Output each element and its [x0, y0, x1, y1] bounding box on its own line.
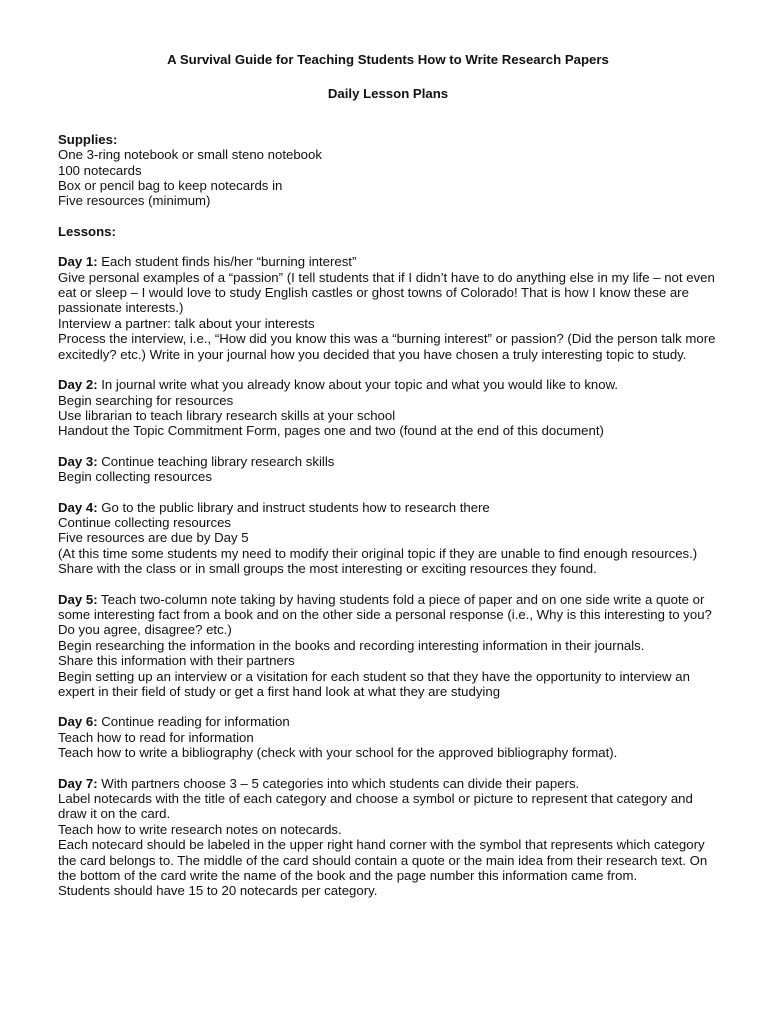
day-5-intro-text: Teach two-column note taking by having students fold a piece of paper and on one side write a quote or some interesting fact from a book and on the other side a personal response (i.e., Why is this interesting to you? Do you agree, disagree? etc.): [58, 591, 712, 638]
day-1-intro-text: Each student finds his/her “burning interest”: [97, 254, 357, 270]
supply-item: One 3-ring notebook or small steno notebook: [58, 147, 322, 163]
supplies-section: [58, 132, 718, 209]
day-7-line: Label notecards with the title of each category and choose a symbol or picture to represent that category and draw it on the card.: [58, 791, 693, 822]
day-5-line: Begin setting up an interview or a visitation for each student so that they have the opportunity to interview an expert in their field of study or get a first hand look at what they are studying: [58, 668, 690, 699]
day-2-line: Begin searching for resources: [58, 392, 234, 408]
day-3-label: Day 3:: [58, 453, 98, 469]
day-4-line: Five resources are due by Day 5: [58, 530, 249, 546]
day-2-label: Day 2:: [58, 377, 98, 393]
supply-item: Five resources (minimum): [58, 193, 211, 209]
supply-item: Box or pencil bag to keep notecards in: [58, 178, 283, 194]
day-2-line: Handout the Topic Commitment Form, pages one and two (found at the end of this document): [58, 423, 604, 439]
day-5-label: Day 5:: [58, 591, 98, 607]
day-7-line: Students should have 15 to 20 notecards per category.: [58, 883, 378, 899]
day-6-intro-text: Continue reading for information: [97, 714, 290, 730]
day-1-line: Interview a partner: talk about your interests: [58, 315, 315, 331]
day-5-line: Begin researching the information in the books and recording interesting information in their journals.: [58, 637, 645, 653]
supply-item: 100 notecards: [58, 162, 142, 178]
day-7-label: Day 7:: [58, 775, 98, 791]
day-2-line: Use librarian to teach library research skills at your school: [58, 407, 396, 423]
day-1-block: [58, 254, 718, 362]
day-5-line: Share this information with their partners: [58, 653, 295, 669]
day-1-line: Give personal examples of a “passion” (I tell students that if I didn’t have to do anything else in my life – not even eat or sleep – I would love to study English castles or ghost towns of Colorado! That is how I know these are passionate interests.): [58, 269, 715, 316]
day-5-block: [58, 592, 718, 700]
document-page: [58, 52, 718, 899]
lessons-heading: Lessons:: [58, 223, 116, 239]
day-1-intro: [58, 254, 718, 269]
day-4-line: (At this time some students my need to modify their original topic if they are unable to find enough resources.): [58, 545, 698, 561]
day-7-intro-text: With partners choose 3 – 5 categories into which students can divide their papers.: [97, 775, 580, 791]
day-4-intro-text: Go to the public library and instruct students how to research there: [97, 499, 490, 515]
document-subtitle: Daily Lesson Plans: [327, 86, 449, 102]
lessons-section: [58, 224, 718, 899]
day-3-line: Begin collecting resources: [58, 469, 212, 485]
supplies-heading: Supplies:: [58, 131, 118, 147]
day-5-intro: [58, 592, 718, 638]
day-4-line: Share with the class or in small groups the most interesting or exciting resources they found.: [58, 561, 597, 577]
day-4-line: Continue collecting resources: [58, 514, 231, 530]
day-1-line: Process the interview, i.e., “How did you know this was a “burning interest” or passion? (Did the person talk more excitedly? etc.) Write in your journal how you decided that you have chosen a truly interesting topic to study.: [58, 331, 716, 362]
day-7-block: [58, 776, 718, 899]
day-4-intro: [58, 500, 718, 515]
day-3-intro-text: Continue teaching library research skills: [97, 453, 335, 469]
day-7-line: Teach how to write research notes on notecards.: [58, 821, 342, 837]
day-6-line: Teach how to read for information: [58, 729, 254, 745]
day-1-label: Day 1:: [58, 254, 98, 270]
day-6-line: Teach how to write a bibliography (check with your school for the approved bibliography format).: [58, 745, 618, 761]
day-2-intro: [58, 377, 718, 392]
day-3-block: [58, 454, 718, 485]
day-6-label: Day 6:: [58, 714, 98, 730]
day-4-label: Day 4:: [58, 499, 98, 515]
day-7-intro: [58, 776, 718, 791]
document-title: A Survival Guide for Teaching Students How to Write Research Papers: [167, 52, 609, 67]
day-7-line: Each notecard should be labeled in the upper right hand corner with the symbol that represents which category the card belongs to. The middle of the card should contain a quote or the main idea from their research text. On the bottom of the card write the name of the book and the page number this information came from.: [58, 837, 708, 884]
day-4-block: [58, 500, 718, 577]
day-2-block: [58, 377, 718, 439]
day-2-intro-text: In journal write what you already know about your topic and what you would like to know.: [97, 377, 619, 393]
day-6-intro: [58, 714, 718, 729]
day-6-block: [58, 714, 718, 760]
day-3-intro: [58, 454, 718, 469]
